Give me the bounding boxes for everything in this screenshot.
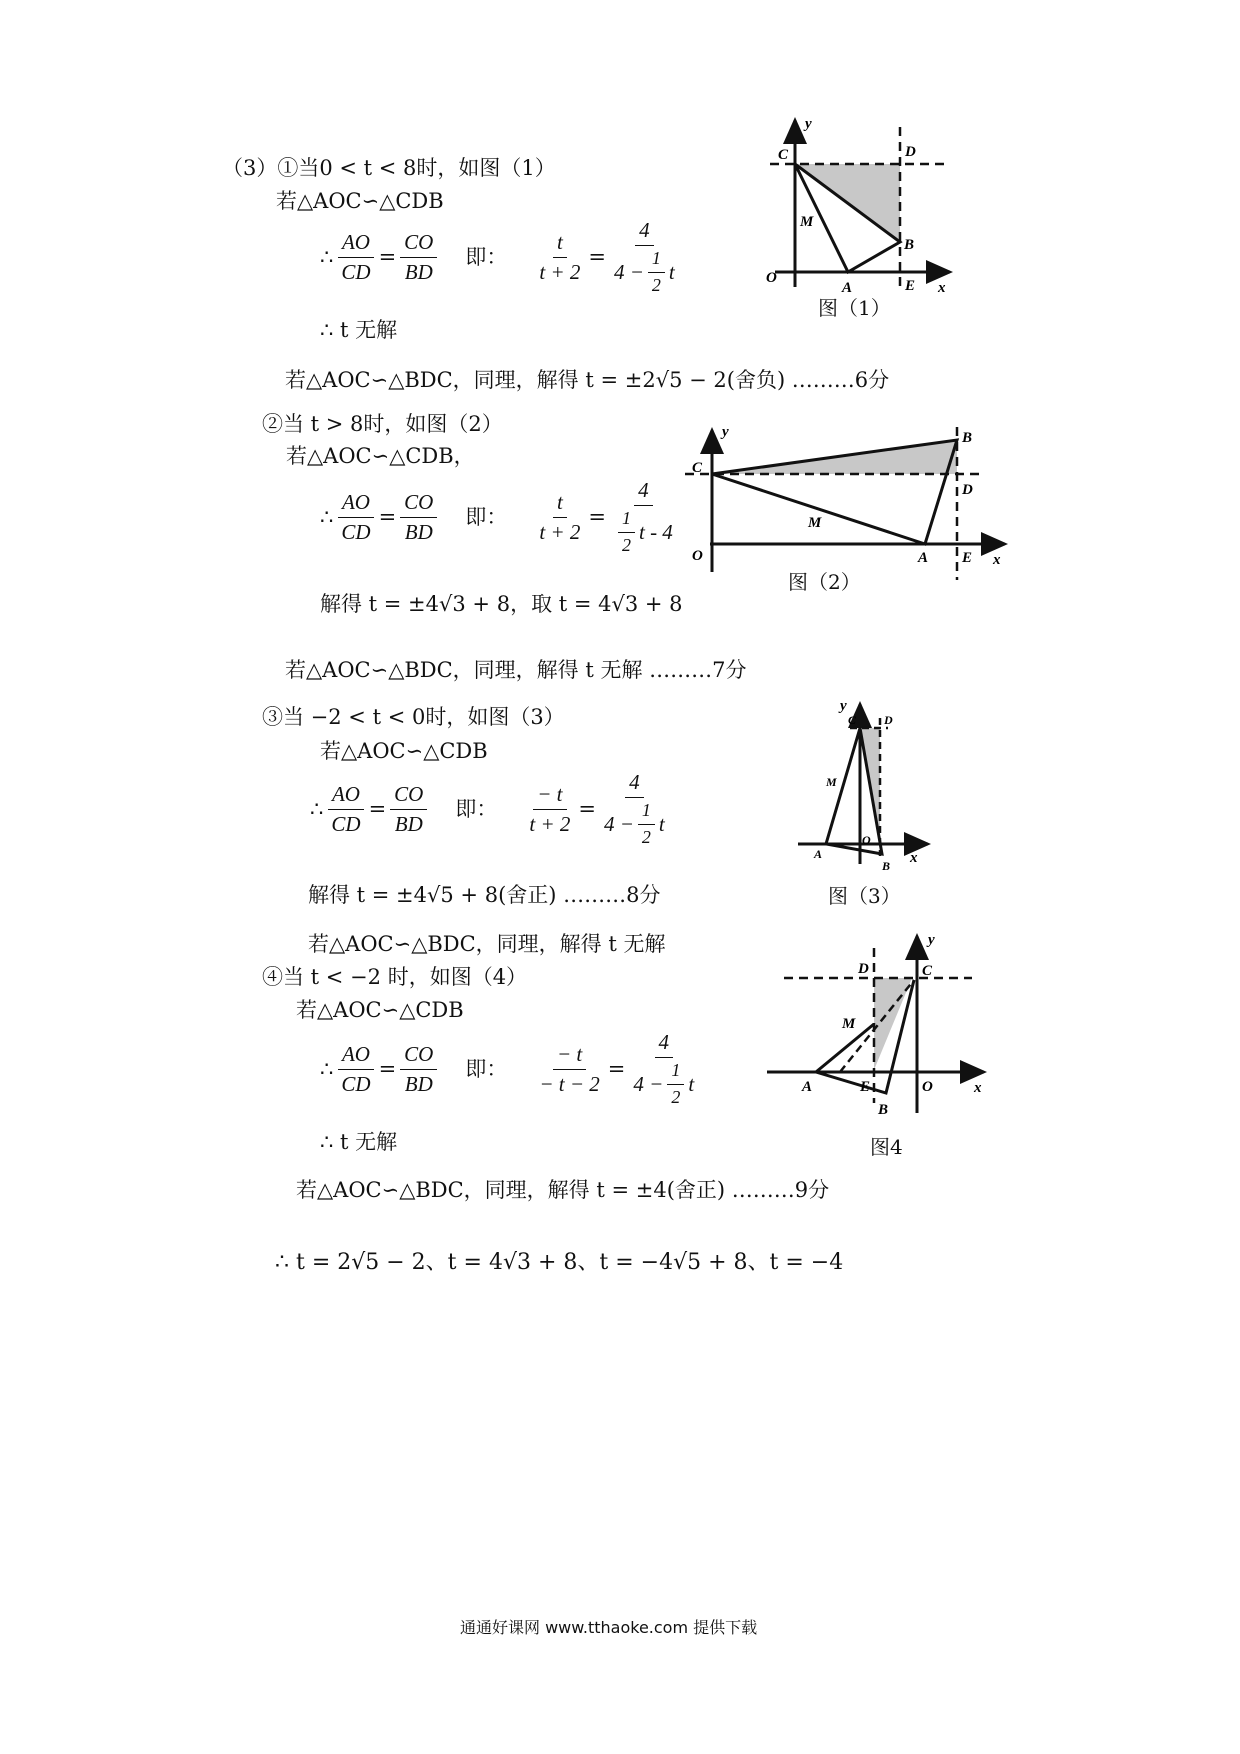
ratio-rhs: 4 4 − $\frac{1}{2}$ t xyxy=(613,218,675,295)
case3-condition: 若△AOC∽△CDB xyxy=(320,739,488,763)
case3-heading: ③当 −2 < t < 0时，如图（3） xyxy=(262,705,565,729)
ratio-ao-cd: $\frac{AO}{CD}$ xyxy=(337,1042,374,1097)
case1-other: 若△AOC∽△BDC，同理，解得 t = ±2√5 − 2(舍负) ………6分 xyxy=(285,368,890,392)
label-c: C xyxy=(848,713,857,727)
case2-heading: ②当 t > 8时，如图（2） xyxy=(262,412,503,436)
case4-condition: 若△AOC∽△CDB xyxy=(296,998,464,1022)
ratio-t: $\frac{- t}{t + 2}$ xyxy=(529,781,571,836)
ratio-ao-cd: $\frac{AO}{CD}$ xyxy=(337,230,374,285)
label-m: M xyxy=(808,515,822,531)
label-e: E xyxy=(905,278,916,294)
case4-heading: ④当 t < −2 时，如图（4） xyxy=(262,965,528,989)
ratio-ao-cd: $\frac{AO}{CD}$ xyxy=(337,490,374,545)
shaded-region xyxy=(874,978,912,1070)
label-x: x xyxy=(910,850,918,866)
figure-4 xyxy=(762,928,992,1128)
label-b: B xyxy=(878,1102,889,1118)
case3-solve: 解得 t = ±4√5 + 8(舍正) ………8分 xyxy=(308,883,661,907)
ratio-rhs: 4 4 − $\frac{1}{2}$ t xyxy=(603,770,665,847)
label-d: D xyxy=(962,482,973,498)
conclusion: ∴ t = 2√5 − 2、t = 4√3 + 8、t = −4√5 + 8、t = −4 xyxy=(275,1250,844,1275)
label-a: A xyxy=(814,847,823,861)
figure-1-caption: 图（1） xyxy=(818,296,891,320)
case3-other: 若△AOC∽△BDC，同理，解得 t 无解 xyxy=(308,932,666,956)
label-y: y xyxy=(805,116,812,132)
figure-2 xyxy=(680,422,1015,587)
label-m: M xyxy=(842,1016,856,1032)
ratio-co-bd: $\frac{CO}{BD}$ xyxy=(400,490,437,545)
case2-solve: 解得 t = ±4√3 + 8，取 t = 4√3 + 8 xyxy=(320,592,683,616)
case1-no-solution: ∴ t 无解 xyxy=(320,318,398,342)
label-m: M xyxy=(826,775,837,789)
label-o: O xyxy=(766,270,777,286)
ratio-t: $\frac{t}{t + 2}$ xyxy=(539,489,581,544)
ratio-co-bd: $\frac{CO}{BD}$ xyxy=(390,782,427,837)
ji-label: 即： xyxy=(455,796,498,821)
label-y: y xyxy=(928,932,935,948)
ji-label: 即： xyxy=(465,1056,508,1081)
label-o: O xyxy=(862,833,871,847)
case1-heading: （3）①当0 < t < 8时，如图（1） xyxy=(222,156,556,180)
case4-equation: ∴ $\frac{AO}{CD}$ = $\frac{CO}{BD}$ 即： $\frac{- t}{- t - 2}$ = 4 4 − $\frac{1}{2}$ t xyxy=(320,1030,702,1108)
label-a: A xyxy=(802,1079,813,1095)
footer-credit: 通通好课网 www.tthaoke.com 提供下载 xyxy=(460,1618,758,1637)
ratio-rhs: 4 $\frac{1}{2}$ t - 4 xyxy=(610,478,677,556)
label-c: C xyxy=(692,460,703,476)
therefore-symbol: ∴ xyxy=(320,244,334,269)
label-b: B xyxy=(904,237,915,253)
label-x: x xyxy=(993,552,1001,568)
label-o: O xyxy=(692,548,703,564)
case4-no-solution: ∴ t 无解 xyxy=(320,1130,398,1154)
label-e: E xyxy=(860,1079,871,1095)
figure-3 xyxy=(780,696,955,881)
ratio-ao-cd: $\frac{AO}{CD}$ xyxy=(327,782,364,837)
label-y: y xyxy=(840,698,847,714)
label-d: D xyxy=(884,713,893,727)
ratio-t: $\frac{t}{t + 2}$ xyxy=(539,229,581,284)
label-b: B xyxy=(882,859,891,873)
therefore-symbol: ∴ xyxy=(310,796,324,821)
case3-equation: ∴ $\frac{AO}{CD}$ = $\frac{CO}{BD}$ 即： $\frac{- t}{t + 2}$ = 4 4 − $\frac{1}{2}$ t xyxy=(310,770,673,848)
label-a: A xyxy=(842,280,853,296)
label-x: x xyxy=(974,1080,982,1096)
figure-4-caption: 图4 xyxy=(870,1135,903,1159)
label-b: B xyxy=(962,430,973,446)
case1-condition: 若△AOC∽△CDB xyxy=(276,189,444,213)
label-o: O xyxy=(922,1079,933,1095)
label-x: x xyxy=(938,280,946,296)
case1-equation: ∴ $\frac{AO}{CD}$ = $\frac{CO}{BD}$ 即： $\frac{t}{t + 2}$ = 4 4 − $\frac{1}{2}$ t xyxy=(320,218,683,296)
label-c: C xyxy=(778,147,789,163)
label-d: D xyxy=(905,144,916,160)
label-m: M xyxy=(800,214,814,230)
case2-other: 若△AOC∽△BDC，同理，解得 t 无解 ………7分 xyxy=(285,658,747,682)
therefore-symbol: ∴ xyxy=(320,504,334,529)
label-c: C xyxy=(922,963,933,979)
ratio-co-bd: $\frac{CO}{BD}$ xyxy=(400,1042,437,1097)
ratio-t: $\frac{- t}{- t - 2}$ xyxy=(539,1041,600,1096)
label-d: D xyxy=(858,961,869,977)
ji-label: 即： xyxy=(465,244,508,269)
figure-2-caption: 图（2） xyxy=(788,570,861,594)
ratio-rhs: 4 4 − $\frac{1}{2}$ t xyxy=(633,1030,695,1107)
label-y: y xyxy=(722,424,729,440)
case2-condition: 若△AOC∽△CDB， xyxy=(286,444,475,468)
label-e: E xyxy=(962,550,973,566)
ji-label: 即： xyxy=(465,504,508,529)
label-a: A xyxy=(918,550,929,566)
case2-equation: ∴ $\frac{AO}{CD}$ = $\frac{CO}{BD}$ 即： $\frac{t}{t + 2}$ = 4 $\frac{1}{2}$ t - 4 xyxy=(320,478,681,556)
case4-other: 若△AOC∽△BDC，同理，解得 t = ±4(舍正) ………9分 xyxy=(296,1178,830,1202)
figure-1 xyxy=(760,112,970,327)
figure-3-caption: 图（3） xyxy=(828,884,901,908)
ratio-co-bd: $\frac{CO}{BD}$ xyxy=(400,230,437,285)
therefore-symbol: ∴ xyxy=(320,1056,334,1081)
